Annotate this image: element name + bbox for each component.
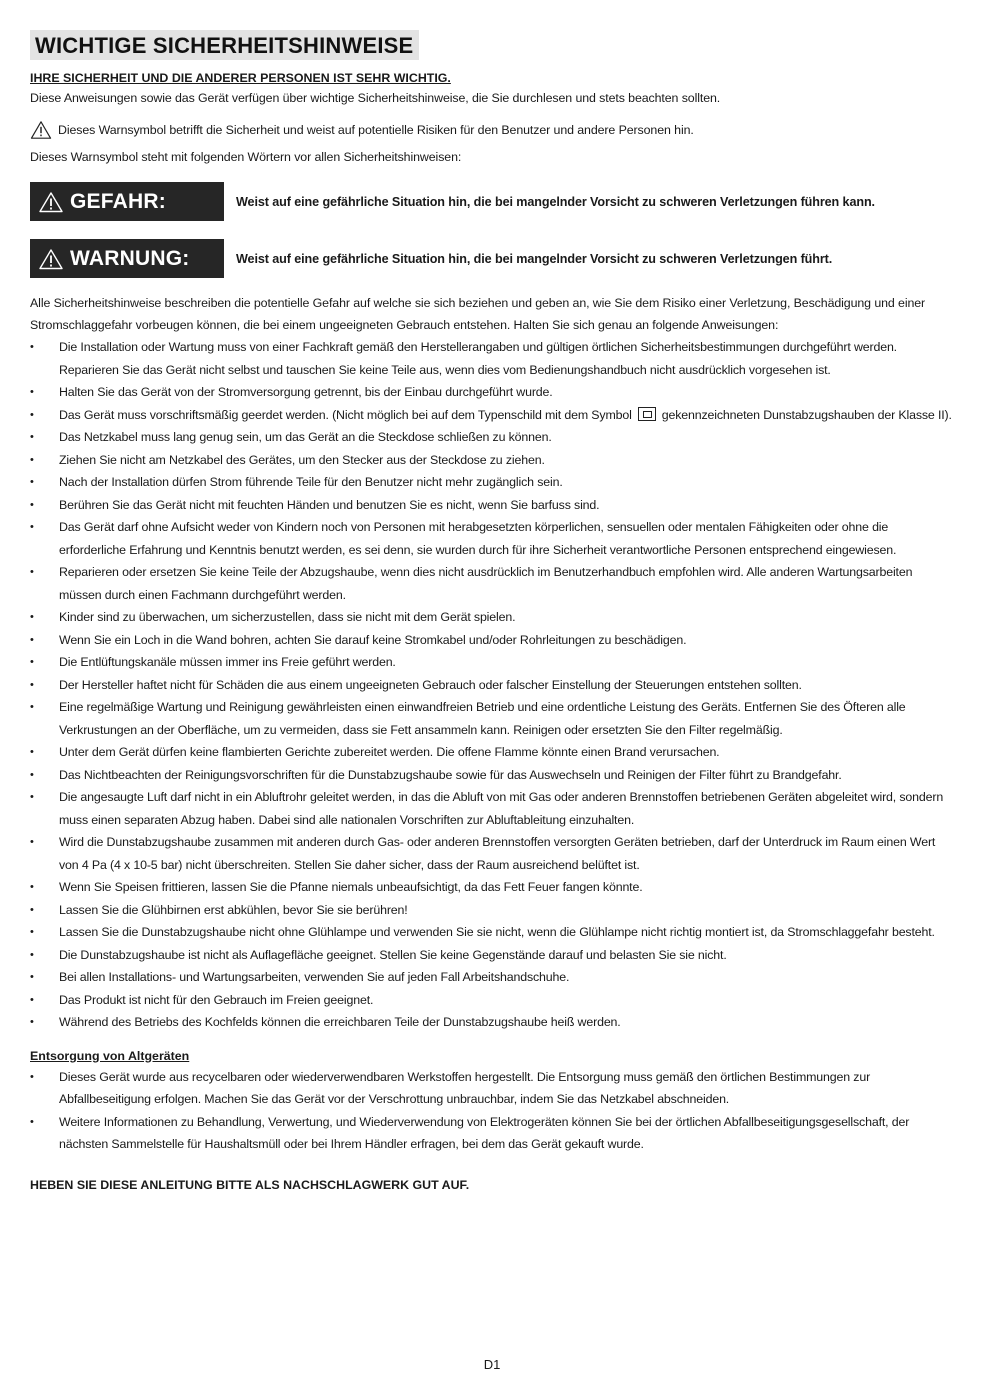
- general-text: Alle Sicherheitshinweise beschreiben die potentielle Gefahr auf welche sie sich beziehen und geben an, wie Sie dem Risiko einer Verletzung, Beschädigung und einer Stromschlaggefahr vorbeugen können, die bei einem ungeeigneten Gebrauch entstehen. Halten Sie sich genau an folgende Anweisungen:: [30, 296, 926, 332]
- document-page: [30, 30, 954, 1192]
- list-item: • Der Hersteller haftet nicht für Schäden die aus einem ungeeigneten Gebrauch oder falscher Einstellung der Steuerungen entstehen sollten.: [30, 674, 954, 697]
- warning-symbol-line: [30, 117, 954, 142]
- list-item-text-suffix: gekennzeichneten Dunstabzugshauben der Klasse II).: [661, 407, 952, 422]
- danger-text: Weist auf eine gefährliche Situation hin, die bei mangelnder Vorsicht zu schweren Verletzungen führen kann.: [236, 194, 875, 209]
- hazard-danger: [30, 182, 954, 221]
- intro-text: Diese Anweisungen sowie das Gerät verfügen über wichtige Sicherheitshinweise, die Sie durchlesen und stets beachten sollten.: [30, 91, 721, 105]
- list-item: [30, 404, 954, 427]
- warning-triangle-icon: [30, 120, 52, 140]
- danger-badge: [30, 182, 224, 221]
- warning-triangle-icon: [38, 191, 64, 213]
- list-item: • Das Gerät darf ohne Aufsicht weder von Kindern noch von Personen mit herabgesetzten körperlichen, sensuellen oder mentalen Fähigkeiten oder ohne die erforderliche Erfahrung und Kenntnis benutzt werden, es sei denn, sie wurden durch für ihre Sicherheit verantwortliche Personen entsprechend eingewiesen.: [30, 516, 954, 561]
- warning-symbol-text: Dieses Warnsymbol betrifft die Sicherheit und weist auf potentielle Risiken für den Benutzer und andere Personen hin.: [58, 122, 694, 137]
- list-item: • Lassen Sie die Dunstabzugshaube nicht ohne Glühlampe und verwenden Sie sie nicht, wenn die Glühlampe nicht richtig montiert ist, da Stromschlaggefahr besteht.: [30, 921, 954, 944]
- list-item: • Das Netzkabel muss lang genug sein, um das Gerät an die Steckdose schließen zu können.: [30, 426, 954, 449]
- warning-label: WARNUNG:: [70, 246, 190, 270]
- list-item: • Lassen Sie die Glühbirnen erst abkühlen, bevor Sie sie berühren!: [30, 899, 954, 922]
- danger-label: GEFAHR:: [70, 189, 166, 213]
- disposal-list: [30, 1066, 954, 1156]
- list-item: • Kinder sind zu überwachen, um sicherzustellen, dass sie nicht mit dem Gerät spielen.: [30, 606, 954, 629]
- page-title: WICHTIGE SICHERHEITSHINWEISE: [30, 30, 419, 60]
- list-item: • Wenn Sie Speisen frittieren, lassen Sie die Pfanne niemals unbeaufsichtigt, da das Fett Feuer fangen könnte.: [30, 876, 954, 899]
- list-item: • Die Dunstabzugshaube ist nicht als Auflagefläche geeignet. Stellen Sie keine Gegenstände darauf und belasten Sie sie nicht.: [30, 944, 954, 967]
- list-item: • Die Entlüftungskanäle müssen immer ins Freie geführt werden.: [30, 651, 954, 674]
- class-ii-symbol-icon: [638, 407, 656, 421]
- list-item: • Halten Sie das Gerät von der Stromversorgung getrennt, bis der Einbau durchgeführt wurde.: [30, 381, 954, 404]
- list-item: • Ziehen Sie nicht am Netzkabel des Gerätes, um den Stecker aus der Steckdose zu ziehen.: [30, 449, 954, 472]
- list-item: • Unter dem Gerät dürfen keine flambierten Gerichte zubereitet werden. Die offene Flamme könnte einen Brand verursachen.: [30, 741, 954, 764]
- list-item: • Bei allen Installations- und Wartungsarbeiten, verwenden Sie auf jeden Fall Arbeitshandschuhe.: [30, 966, 954, 989]
- list-item: • Eine regelmäßige Wartung und Reinigung gewährleisten einen einwandfreien Betrieb und eine ordentliche Leistung des Geräts. Entfernen Sie des Öfteren alle Verkrustungen an der Oberfläche, um zu vermeiden, dass sie Fett ansammeln kann. Reinigen oder ersetzten Sie den Filter regelmäßig.: [30, 696, 954, 741]
- disposal-heading: Entsorgung von Altgeräten: [30, 1048, 190, 1063]
- list-item: • Die angesaugte Luft darf nicht in ein Abluftrohr geleitet werden, in das die Abluft von mit Gas oder anderen Brennstoffen betriebenen Geräten abgeleitet wird, sondern muss einen separaten Abzug haben. Dabei sind alle nationalen Vorschriften zur Abluftableitung einzuhalten.: [30, 786, 954, 831]
- list-item: • Wenn Sie ein Loch in die Wand bohren, achten Sie darauf keine Stromkabel und/oder Rohrleitungen zu beschädigen.: [30, 629, 954, 652]
- keep-note: HEBEN SIE DIESE ANLEITUNG BITTE ALS NACHSCHLAGWERK GUT AUF.: [30, 1177, 470, 1192]
- warning-text: Weist auf eine gefährliche Situation hin, die bei mangelnder Vorsicht zu schweren Verletzungen führt.: [236, 251, 833, 266]
- list-item: • Berühren Sie das Gerät nicht mit feuchten Händen und benutzen Sie es nicht, wenn Sie barfuss sind.: [30, 494, 954, 517]
- hazard-warning: [30, 239, 954, 278]
- list-item: • Nach der Installation dürfen Strom führende Teile für den Benutzer nicht mehr zugänglich sein.: [30, 471, 954, 494]
- safety-list: [30, 336, 954, 1034]
- list-item: • Weitere Informationen zu Behandlung, Verwertung, und Wiederverwendung von Elektrogeräten können Sie bei der örtlichen Abfallbeseitigungsgesellschaft, der nächsten Sammelstelle für Haushaltsmüll oder bei Ihrem Händler erfragen, bei dem das Gerät gekauft wurde.: [30, 1111, 954, 1156]
- list-item: • Das Produkt ist nicht für den Gebrauch im Freien geeignet.: [30, 989, 954, 1012]
- list-item: • Wird die Dunstabzugshaube zusammen mit anderen durch Gas- oder anderen Brennstoffen versorgten Geräten betrieben, darf der Unterdruck im Raum einen Wert von 4 Pa (4 x 10-5 bar) nicht überschreiten. Stellen Sie daher sicher, dass der Raum ausreichend belüftet ist.: [30, 831, 954, 876]
- list-item: • Das Nichtbeachten der Reinigungsvorschriften für die Dunstabzugshaube sowie für das Auswechseln und Reinigen der Filter führt zu Brandgefahr.: [30, 764, 954, 787]
- warning-triangle-icon: [38, 248, 64, 270]
- list-item: • Während des Betriebs des Kochfelds können die erreichbaren Teile der Dunstabzugshaube heiß werden.: [30, 1011, 954, 1034]
- list-item: • Reparieren oder ersetzen Sie keine Teile der Abzugshaube, wenn dies nicht ausdrücklich im Benutzerhandbuch empfohlen wird. Alle anderen Wartungsarbeiten müssen durch einen Fachmann durchgeführt werden.: [30, 561, 954, 606]
- list-item-text: Das Gerät muss vorschriftsmäßig geerdet werden. (Nicht möglich bei auf dem Typenschild mit dem Symbol: [59, 407, 632, 422]
- intro-heading: IHRE SICHERHEIT UND DIE ANDERER PERSONEN IST SEHR WICHTIG.: [30, 71, 451, 85]
- page-number: D1: [483, 1357, 501, 1372]
- list-item: • Dieses Gerät wurde aus recycelbaren oder wiederverwendbaren Werkstoffen hergestellt. Die Entsorgung muss gemäß den örtlichen Bestimmungen zur Abfallbeseitigung erfolgen. Machen Sie das Gerät vor der Verschrottung unbrauchbar, indem Sie das Netzkabel abschneiden.: [30, 1066, 954, 1111]
- list-item: • Die Installation oder Wartung muss von einer Fachkraft gemäß den Herstellerangaben und gültigen örtlichen Sicherheitsbestimmungen durchgeführt werden. Reparieren Sie das Gerät nicht selbst und tauschen Sie keine Teile aus, wenn dies vom Bedienungshandbuch nicht ausdrücklich vorgesehen ist.: [30, 336, 954, 381]
- signal-words-text: Dieses Warnsymbol steht mit folgenden Wörtern vor allen Sicherheitshinweisen:: [30, 150, 462, 164]
- warning-badge: [30, 239, 224, 278]
